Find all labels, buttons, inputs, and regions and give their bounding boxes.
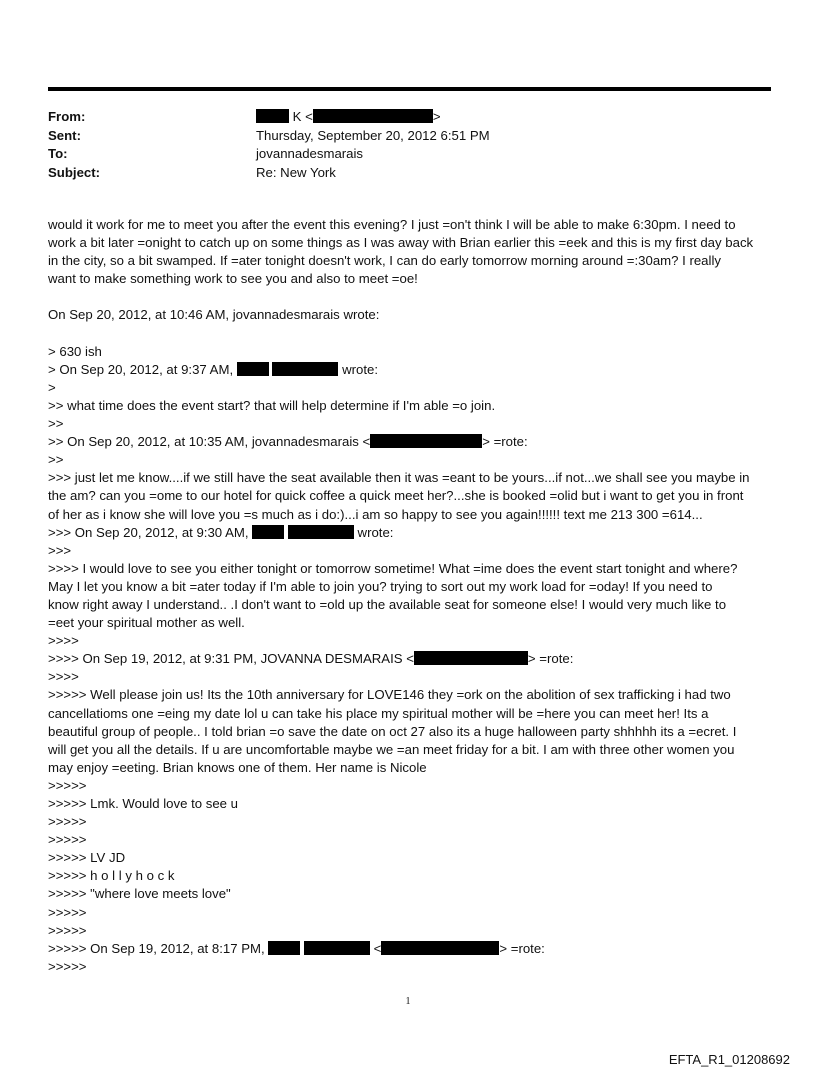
quote-line: >>> just let me know....if we still have the seat available then it was =eant to be yours...if not...we shall see you maybe in [48, 470, 750, 486]
redaction-box [272, 362, 338, 376]
quote-line: May I let you know a bit =ater today if I'm able to join you? trying to sort out my work load for =oday! If you need to [48, 578, 713, 594]
quote-line: =eet your spiritual mother as well. [48, 615, 245, 631]
redaction-box [304, 941, 370, 955]
redaction-box [256, 109, 289, 123]
quote-line: >>>>> [48, 814, 87, 830]
body-line: work a bit later =onight to catch up on some things as I was away with Brian earlier this =eek and this is my first day back [48, 235, 754, 251]
subject-label: Subject: [48, 164, 101, 180]
quote-line: >>>>> "where love meets love" [48, 886, 231, 902]
quote-header: On Sep 20, 2012, at 10:46 AM, jovannadesmarais wrote: [48, 307, 380, 323]
page-number: 1 [405, 996, 411, 1007]
quote-line: of her as i know she will love you =s much as i do:)...i am so happy to see you again!!!!!! text me 213 300 =614... [48, 506, 703, 522]
quote-line: >>>>> Lmk. Would love to see u [48, 796, 238, 811]
redaction-box [414, 651, 528, 665]
quote-line: may enjoy =eeting. Brian knows one of them. Her name is Nicole [48, 759, 427, 775]
quote-line: > [48, 379, 56, 395]
redaction-box [288, 525, 354, 539]
quote-header: >>>> On Sep 19, 2012, at 9:31 PM, JOVANNA DESMARAIS < > =rote: [48, 651, 574, 667]
quote-line: >>>>> LV JD [48, 850, 126, 866]
quote-line: >> [48, 452, 64, 468]
quote-line: beautiful group of people.. I told brian =o save the date on oct 27 also its a huge halloween party shhhhh its a =ecret. I [48, 723, 737, 739]
from-row [48, 108, 748, 127]
from-initial: K < [292, 109, 313, 124]
quote-line: >>> [48, 542, 72, 558]
redaction-box [237, 362, 269, 376]
quote-line: >>>> I would love to see you either tonight or tomorrow sometime! What =ime does the event start tonight and where? [48, 560, 738, 576]
body-line: in the city, so a bit swamped. If =ater tonight doesn't work, I can do early tomorrow morning around =:30am? I really [48, 253, 721, 269]
email-header [48, 108, 748, 182]
quote-header: >> On Sep 20, 2012, at 10:35 AM, jovannadesmarais < > =rote: [48, 434, 528, 450]
quote-line: cancellatioms one =eing my date lol u can take his place my spiritual mother will be =here you can meet her! Its a [48, 705, 709, 721]
quote-line: know right away I understand.. .I don't want to =old up the available seat for someone else! I would very much like to [48, 596, 727, 612]
subject-value: Re: New York [256, 164, 336, 180]
to-value: jovannadesmarais [256, 146, 364, 161]
quote-line: >>>> [48, 633, 79, 649]
redaction-box [252, 525, 284, 539]
to-label: To: [48, 146, 68, 161]
quote-line: >>>> [48, 669, 79, 685]
sent-label: Sent: [48, 127, 81, 143]
quote-line: >>>>> [48, 904, 87, 920]
quote-line: > 630 ish [48, 343, 102, 359]
quote-line: >> [48, 416, 64, 432]
quote-line: >>>>> [48, 958, 87, 974]
document-id: EFTA_R1_01208692 [668, 1052, 790, 1067]
header-rule [48, 87, 771, 91]
quote-header: >>> On Sep 20, 2012, at 9:30 AM, wrote: [48, 524, 394, 540]
subject-row [48, 164, 748, 183]
to-row [48, 145, 748, 164]
sent-row [48, 127, 748, 146]
quote-header: >>>>> On Sep 19, 2012, at 8:17 PM, < > =rote: [48, 940, 545, 956]
quote-line: >>>>> h o l l y h o c k [48, 868, 175, 884]
quote-line: >> what time does the event start? that will help determine if I'm able =o join. [48, 397, 496, 413]
redaction-box [313, 109, 433, 123]
quote-line: >>>>> Well please join us! Its the 10th anniversary for LOVE146 they =ork on the abolition of sex trafficking i had two [48, 687, 731, 703]
quote-header: > On Sep 20, 2012, at 9:37 AM, wrote: [48, 361, 379, 377]
quote-line: will get you all the details. If u are uncomfortable maybe we =an meet friday for a bit. I am with three other women you [48, 741, 735, 757]
quote-line: >>>>> [48, 922, 87, 938]
quote-line: the am? can you =ome to our hotel for quick coffee a quick meet her?...she is booked =olid but i want to get you in front [48, 488, 744, 504]
from-close: > [432, 109, 441, 124]
redaction-box [268, 941, 300, 955]
quote-line: >>>>> [48, 832, 87, 848]
email-body [48, 216, 773, 976]
redaction-box [370, 434, 482, 448]
body-line: want to make something work to see you and also to meet =oe! [48, 271, 418, 287]
from-label: From: [48, 109, 86, 124]
body-line: would it work for me to meet you after the event this evening? I just =on't think I will be able to make 6:30pm. I need to [48, 217, 736, 232]
quote-line: >>>>> [48, 777, 87, 793]
sent-value: Thursday, September 20, 2012 6:51 PM [256, 127, 490, 143]
redaction-box [381, 941, 499, 955]
